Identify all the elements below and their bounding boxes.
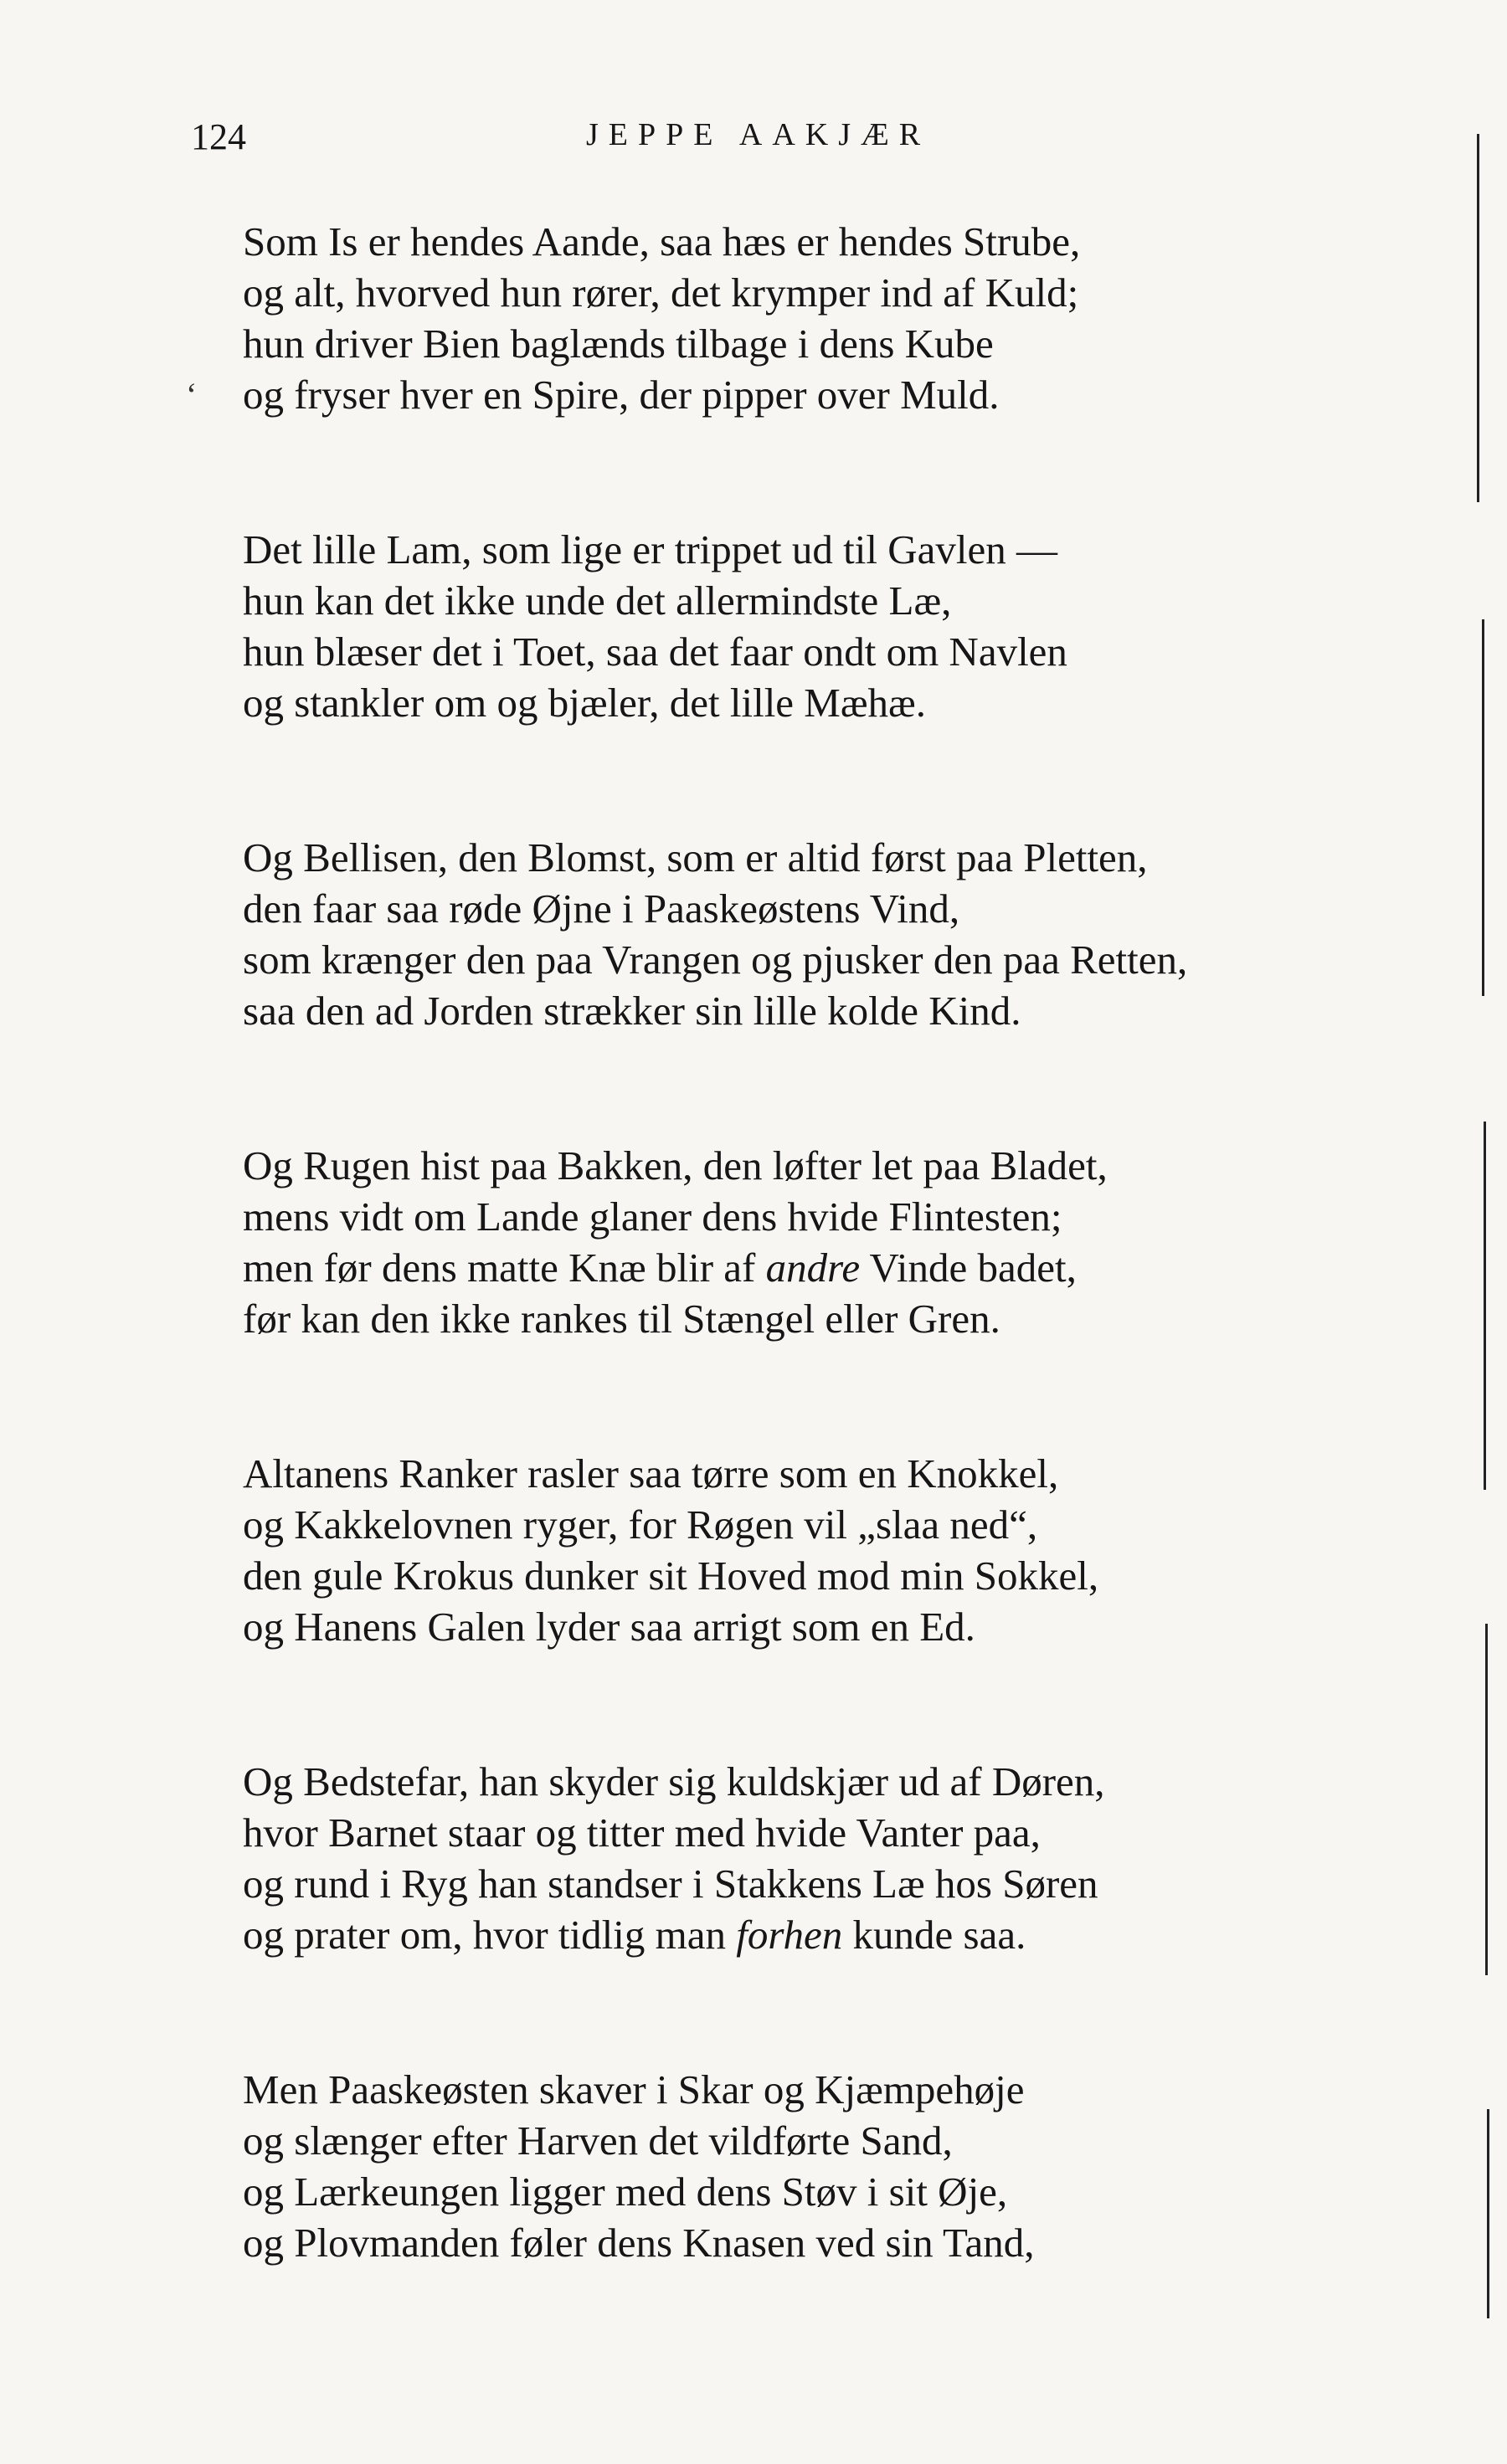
scan-edge-mark: [1487, 2109, 1489, 2318]
poem-line: [243, 1909, 1415, 1960]
running-head: JEPPE AAKJÆR: [586, 117, 931, 152]
poem-line: hun driver Bien baglænds tilbage i dens Kube: [243, 321, 994, 367]
poem-line: hun kan det ikke unde det allermindste Læ,: [243, 578, 952, 624]
poem-line: Og Rugen hist paa Bakken, den løfter let paa Bladet,: [243, 1142, 1108, 1188]
poem-line: den faar saa røde Øjne i Paaskeøstens Vind,: [243, 886, 960, 932]
stanza-3: [243, 832, 1415, 1036]
poem-line: Og Bellisen, den Blomst, som er altid først paa Pletten,: [243, 834, 1148, 880]
poem-line: saa den ad Jorden strækker sin lille kolde Kind.: [243, 988, 1021, 1034]
stanza-7: [243, 2064, 1415, 2268]
line-text: men før dens matte Knæ blir af: [243, 1245, 766, 1291]
poem-line: [243, 1242, 1415, 1293]
poem-line: Og Bedstefar, han skyder sig kuldskjær ud af Døren,: [243, 1758, 1105, 1804]
poem-line: og slænger efter Harven det vildførte Sand,: [243, 2118, 953, 2164]
poem-line: og alt, hvorved hun rører, det krymper ind af Kuld;: [243, 270, 1079, 316]
poem-line: hun blæser det i Toet, saa det faar ondt om Navlen: [243, 629, 1067, 675]
italic-word: forhen: [736, 1912, 843, 1958]
poem-line: Det lille Lam, som lige er trippet ud til Gavlen —: [243, 526, 1057, 572]
margin-tick: ʻ: [186, 376, 198, 413]
stanza-5: [243, 1448, 1415, 1652]
line-text: og prater om, hvor tidlig man: [243, 1912, 737, 1958]
poem-line: hvor Barnet staar og titter med hvide Vanter paa,: [243, 1810, 1041, 1856]
scan-edge-mark: [1485, 1624, 1488, 1975]
poem-line: Altanens Ranker rasler saa tørre som en Knokkel,: [243, 1450, 1059, 1496]
poem-line: og Plovmanden føler dens Knasen ved sin Tand,: [243, 2220, 1035, 2266]
poem-line: og rund i Ryg han standser i Stakkens Læ hos Søren: [243, 1861, 1098, 1907]
stanza-4: [243, 1140, 1415, 1344]
line-text: kunde saa.: [842, 1912, 1026, 1958]
poem-line: før kan den ikke rankes til Stængel eller Gren.: [243, 1296, 1000, 1342]
stanza-1: [243, 216, 1415, 420]
poem-line: og Lærkeungen ligger med dens Støv i sit Øje,: [243, 2169, 1008, 2215]
scan-edge-mark: [1477, 134, 1479, 502]
poem-line: den gule Krokus dunker sit Hoved mod min Sokkel,: [243, 1553, 1099, 1599]
poem-line: og Kakkelovnen ryger, for Røgen vil „slaa ned“,: [243, 1502, 1038, 1548]
scan-edge-mark: [1482, 619, 1484, 996]
line-text: Vinde badet,: [860, 1245, 1077, 1291]
poem-line: som krænger den paa Vrangen og pjusker den paa Retten,: [243, 937, 1188, 983]
poem-line: mens vidt om Lande glaner dens hvide Flintesten;: [243, 1194, 1062, 1240]
poem-line: Men Paaskeøsten skaver i Skar og Kjæmpehøje: [243, 2066, 1025, 2112]
stanza-2: [243, 524, 1415, 728]
poem: [243, 216, 1415, 2268]
poem-line: Som Is er hendes Aande, saa hæs er hendes Strube,: [243, 218, 1081, 264]
page-number: 124: [191, 116, 246, 157]
stanza-6: [243, 1756, 1415, 1960]
italic-word: andre: [765, 1245, 861, 1291]
scan-edge-mark: [1484, 1122, 1486, 1490]
poem-line: og Hanens Galen lyder saa arrigt som en Ed.: [243, 1604, 975, 1650]
poem-line: og stankler om og bjæler, det lille Mæhæ.: [243, 680, 926, 726]
poem-line: og fryser hver en Spire, der pipper over Muld.: [243, 372, 1000, 418]
